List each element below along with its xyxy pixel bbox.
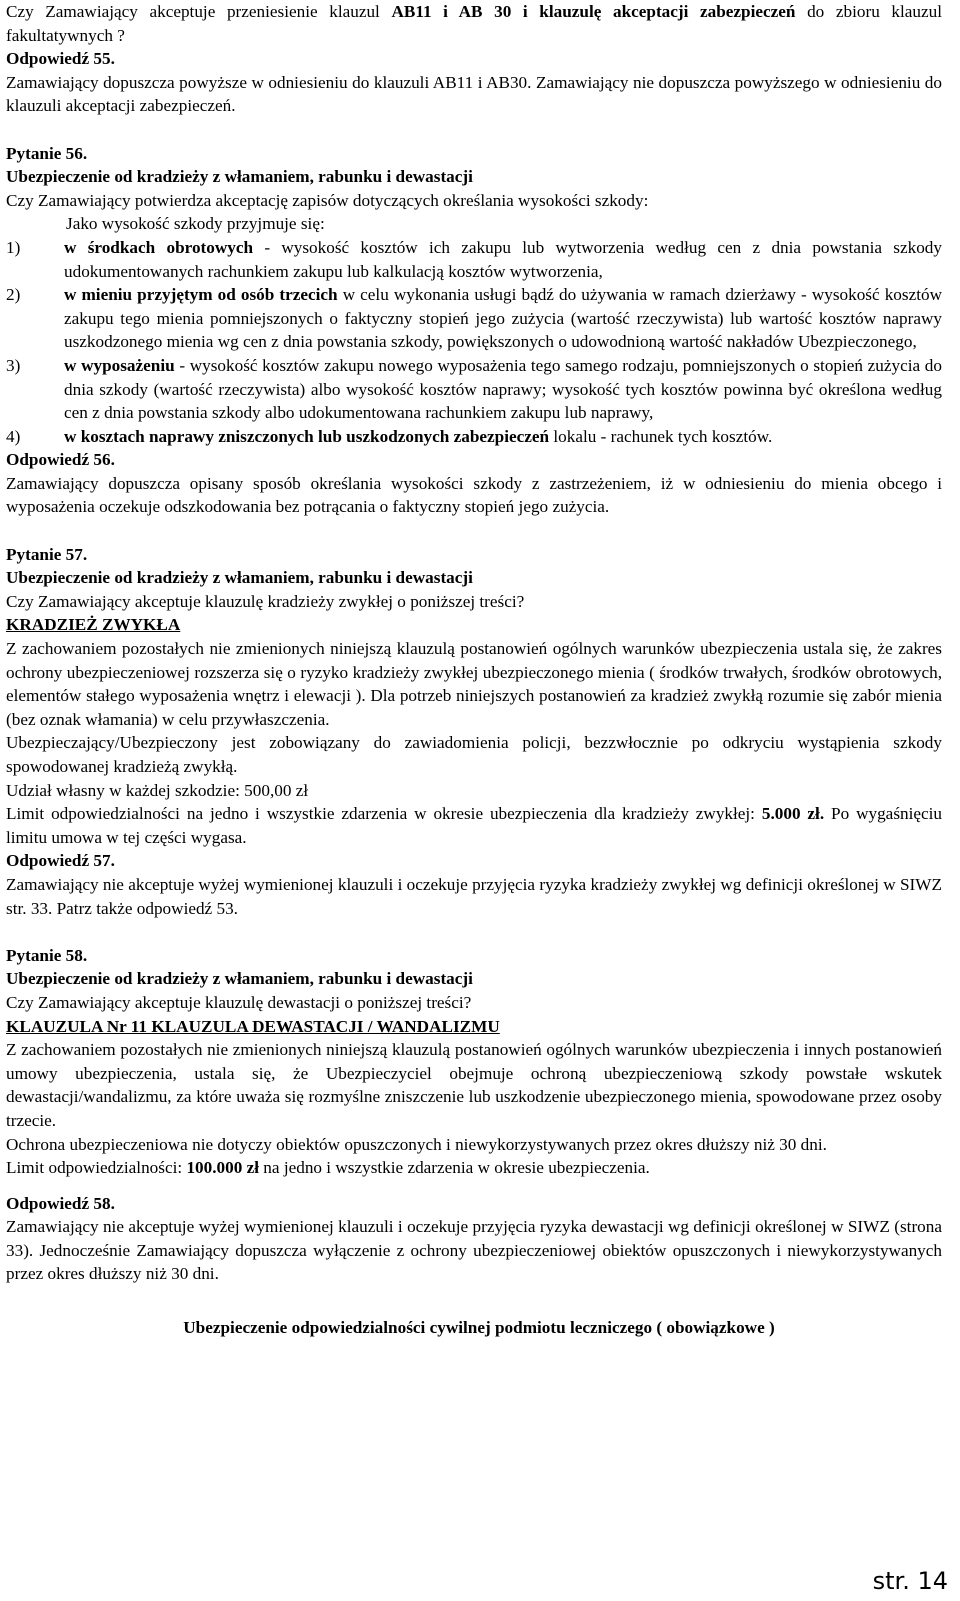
clause-57-title: KRADZIEŻ ZWYKŁA: [6, 615, 181, 635]
clause-57-deductible: Udział własny w każdej szkodzie: 500,00 zł: [6, 780, 309, 800]
answer-58-label: Odpowiedź 58.: [6, 1193, 115, 1213]
list-item-number: 3): [6, 355, 21, 375]
clause-57-paragraph-2: Ubezpieczający/Ubezpieczony jest zobowiązany do zawiadomienia policji, bezzwłocznie po odkryciu wystąpienia szkody spowodowanej kradzieżą zwykłą.: [6, 733, 942, 776]
list-item-number: 2): [6, 285, 21, 305]
list-item-bold: w kosztach naprawy zniszczonych lub uszkodzonych zabezpieczeń: [64, 426, 550, 446]
answer-57-label: Odpowiedź 57.: [6, 851, 115, 871]
list-item-number: 1): [6, 237, 21, 257]
list-item-text: - wysokość kosztów ich zakupu lub wytworzenia według cen z dnia powstania szkody udokumentowanych rachunkiem zakupu lub kalkulacją kosztów wytworzenia,: [64, 237, 942, 281]
clause-57-limit-amount: 5.000 zł.: [761, 804, 825, 824]
question-56-label: Pytanie 56.: [6, 143, 88, 163]
answer-57-text: Zamawiający nie akceptuje wyżej wymienionej klauzuli i oczekuje przyjęcia ryzyka kradzieży zwykłej wg definicji określonej w SIWZ str. 33. Patrz także odpowiedź 53.: [6, 874, 942, 918]
answer-55-text: Zamawiający dopuszcza powyższe w odniesieniu do klauzuli AB11 i AB30. Zamawiający nie dopuszcza powyższego w odniesieniu do klauzuli akceptacji zabezpieczeń.: [6, 72, 942, 116]
list-item: [6, 425, 942, 449]
list-item-number: 4): [6, 426, 21, 446]
answer-55-label: Odpowiedź 55.: [6, 49, 115, 69]
clause-58-title: KLAUZULA Nr 11 KLAUZULA DEWASTACJI / WANDALIZMU: [6, 1016, 500, 1036]
answer-56-label: Odpowiedź 56.: [6, 450, 115, 470]
question-55-bold-part: AB11 i AB 30 i klauzulę akceptacji zabezpieczeń: [391, 2, 796, 21]
question-56-text: Czy Zamawiający potwierdza akceptację zapisów dotyczących określania wysokości szkody:: [6, 190, 649, 210]
clause-58-paragraph-1: Z zachowaniem pozostałych nie zmienionych niniejszą klauzulą postanowień ogólnych warunków ubezpieczenia i innych postanowień umowy ubezpieczenia, ustala się, że Ubezpieczyciel obejmuje ochroną ubezpieczeniową szkody powstałe wskutek dewastacji/wandalizmu, za które uważa się rozmyślne zniszczenie lub uszkodzenie ubezpieczonego mienia, spowodowane przez osoby trzecie.: [6, 1040, 942, 1130]
document-page: [6, 0, 942, 1339]
list-item: [6, 354, 942, 425]
question-57-text: Czy Zamawiający akceptuje klauzulę kradzieży zwykłej o poniższej treści?: [6, 591, 525, 611]
question-56-section: Ubezpieczenie od kradzieży z włamaniem, rabunku i dewastacji: [6, 167, 473, 187]
question-58-section: Ubezpieczenie od kradzieży z włamaniem, rabunku i dewastacji: [6, 969, 473, 989]
clause-58-limit-text: Limit odpowiedzialności:: [6, 1158, 187, 1178]
question-55-text-part: Czy Zamawiający akceptuje przeniesienie klauzul: [6, 2, 392, 21]
list-item-text: - wysokość kosztów zakupu nowego wyposażenia tego samego rodzaju, pomniejszonych o stopień zużycia do dnia szkody (wartość rzeczywista) albo wysokość kosztów naprawy; wysokość tych kosztów powinna być określona według cen z dnia powstania szkody albo udokumentowana rachunkiem zakupu lub naprawy,: [64, 355, 942, 423]
list-item-bold: w mieniu przyjętym od osób trzecich: [64, 285, 338, 305]
answer-56-text: Zamawiający dopuszcza opisany sposób określania wysokości szkody z zastrzeżeniem, iż w odniesieniu do mienia obcego i wyposażenia oczekuje odszkodowania bez potrącania o faktyczny stopień jego zużycia.: [6, 473, 942, 517]
next-section-title: Ubezpieczenie odpowiedzialności cywilnej podmiotu leczniczego ( obowiązkowe ): [183, 1317, 775, 1337]
clause-58-limit-amount: 100.000 zł: [186, 1158, 259, 1178]
question-58-text: Czy Zamawiający akceptuje klauzulę dewastacji o poniższej treści?: [6, 992, 472, 1012]
list-item: [6, 283, 942, 354]
question-55-text: [6, 0, 942, 47]
clause-57-limit-note: Po wygaśnięciu limitu umowa w tej części wygasa.: [6, 804, 942, 847]
list-item-bold: w wyposażeniu: [64, 355, 175, 375]
question-58-label: Pytanie 58.: [6, 945, 88, 965]
clause-58-paragraph-2: Ochrona ubezpieczeniowa nie dotyczy obiektów opuszczonych i niewykorzystywanych przez okres dłuższy niż 30 dni.: [6, 1134, 827, 1154]
page-number: str. 14: [872, 1567, 948, 1595]
list-item-text: lokalu - rachunek tych kosztów.: [549, 426, 773, 446]
list-item-text: w celu wykonania usługi bądź do używania w ramach dzierżawy - wysokość kosztów zakupu tego mienia pomniejszonych o faktyczny stopień jego zużycia (wartość rzeczywista) lub wartość kosztów naprawy uszkodzonego mienia wg cen z dnia powstania szkody, powiększonych o udowodnioną wartość nakładów Ubezpieczonego,: [64, 285, 942, 352]
answer-58-text: Zamawiający nie akceptuje wyżej wymienionej klauzuli i oczekuje przyjęcia ryzyka dewastacji wg definicji określonej w SIWZ (strona 33). Jednocześnie Zamawiający dopuszcza wyłączenie z ochrony ubezpieczeniowej obiektów opuszczonych i niewykorzystywanych przez okres dłuższy niż 30 dni.: [6, 1217, 942, 1284]
list-item: [6, 236, 942, 283]
clause-58-limit: [6, 1156, 942, 1180]
question-56-intro: Jako wysokość szkody przyjmuje się:: [66, 214, 325, 234]
clause-58-limit-note: na jedno i wszystkie zdarzenia w okresie ubezpieczenia.: [259, 1158, 650, 1178]
list-item-bold: w środkach obrotowych: [64, 237, 254, 257]
question-55-text-end: do zbioru klauzul fakultatywnych ?: [6, 2, 943, 45]
clause-57-limit: [6, 802, 942, 849]
question-57-section: Ubezpieczenie od kradzieży z włamaniem, rabunku i dewastacji: [6, 568, 473, 588]
clause-57-paragraph-1: Z zachowaniem pozostałych nie zmienionych niniejszą klauzulą postanowień ogólnych warunków ubezpieczenia ustala się, że zakres ochrony ubezpieczeniowej rozszerza się o ryzyko kradzieży zwykłej ubezpieczonego mienia ( środków trwałych, środków obrotowych, elementów stałego wyposażenia wnętrz i elewacji ). Dla potrzeb niniejszych postanowień za kradzież zwykłą rozumie się zabór mienia (bez oznak włamania) w celu przywłaszczenia.: [6, 639, 942, 729]
clause-57-limit-text: Limit odpowiedzialności na jedno i wszystkie zdarzenia w okresie ubezpieczenia dla kradzieży zwykłej:: [6, 804, 762, 824]
question-57-label: Pytanie 57.: [6, 544, 88, 564]
